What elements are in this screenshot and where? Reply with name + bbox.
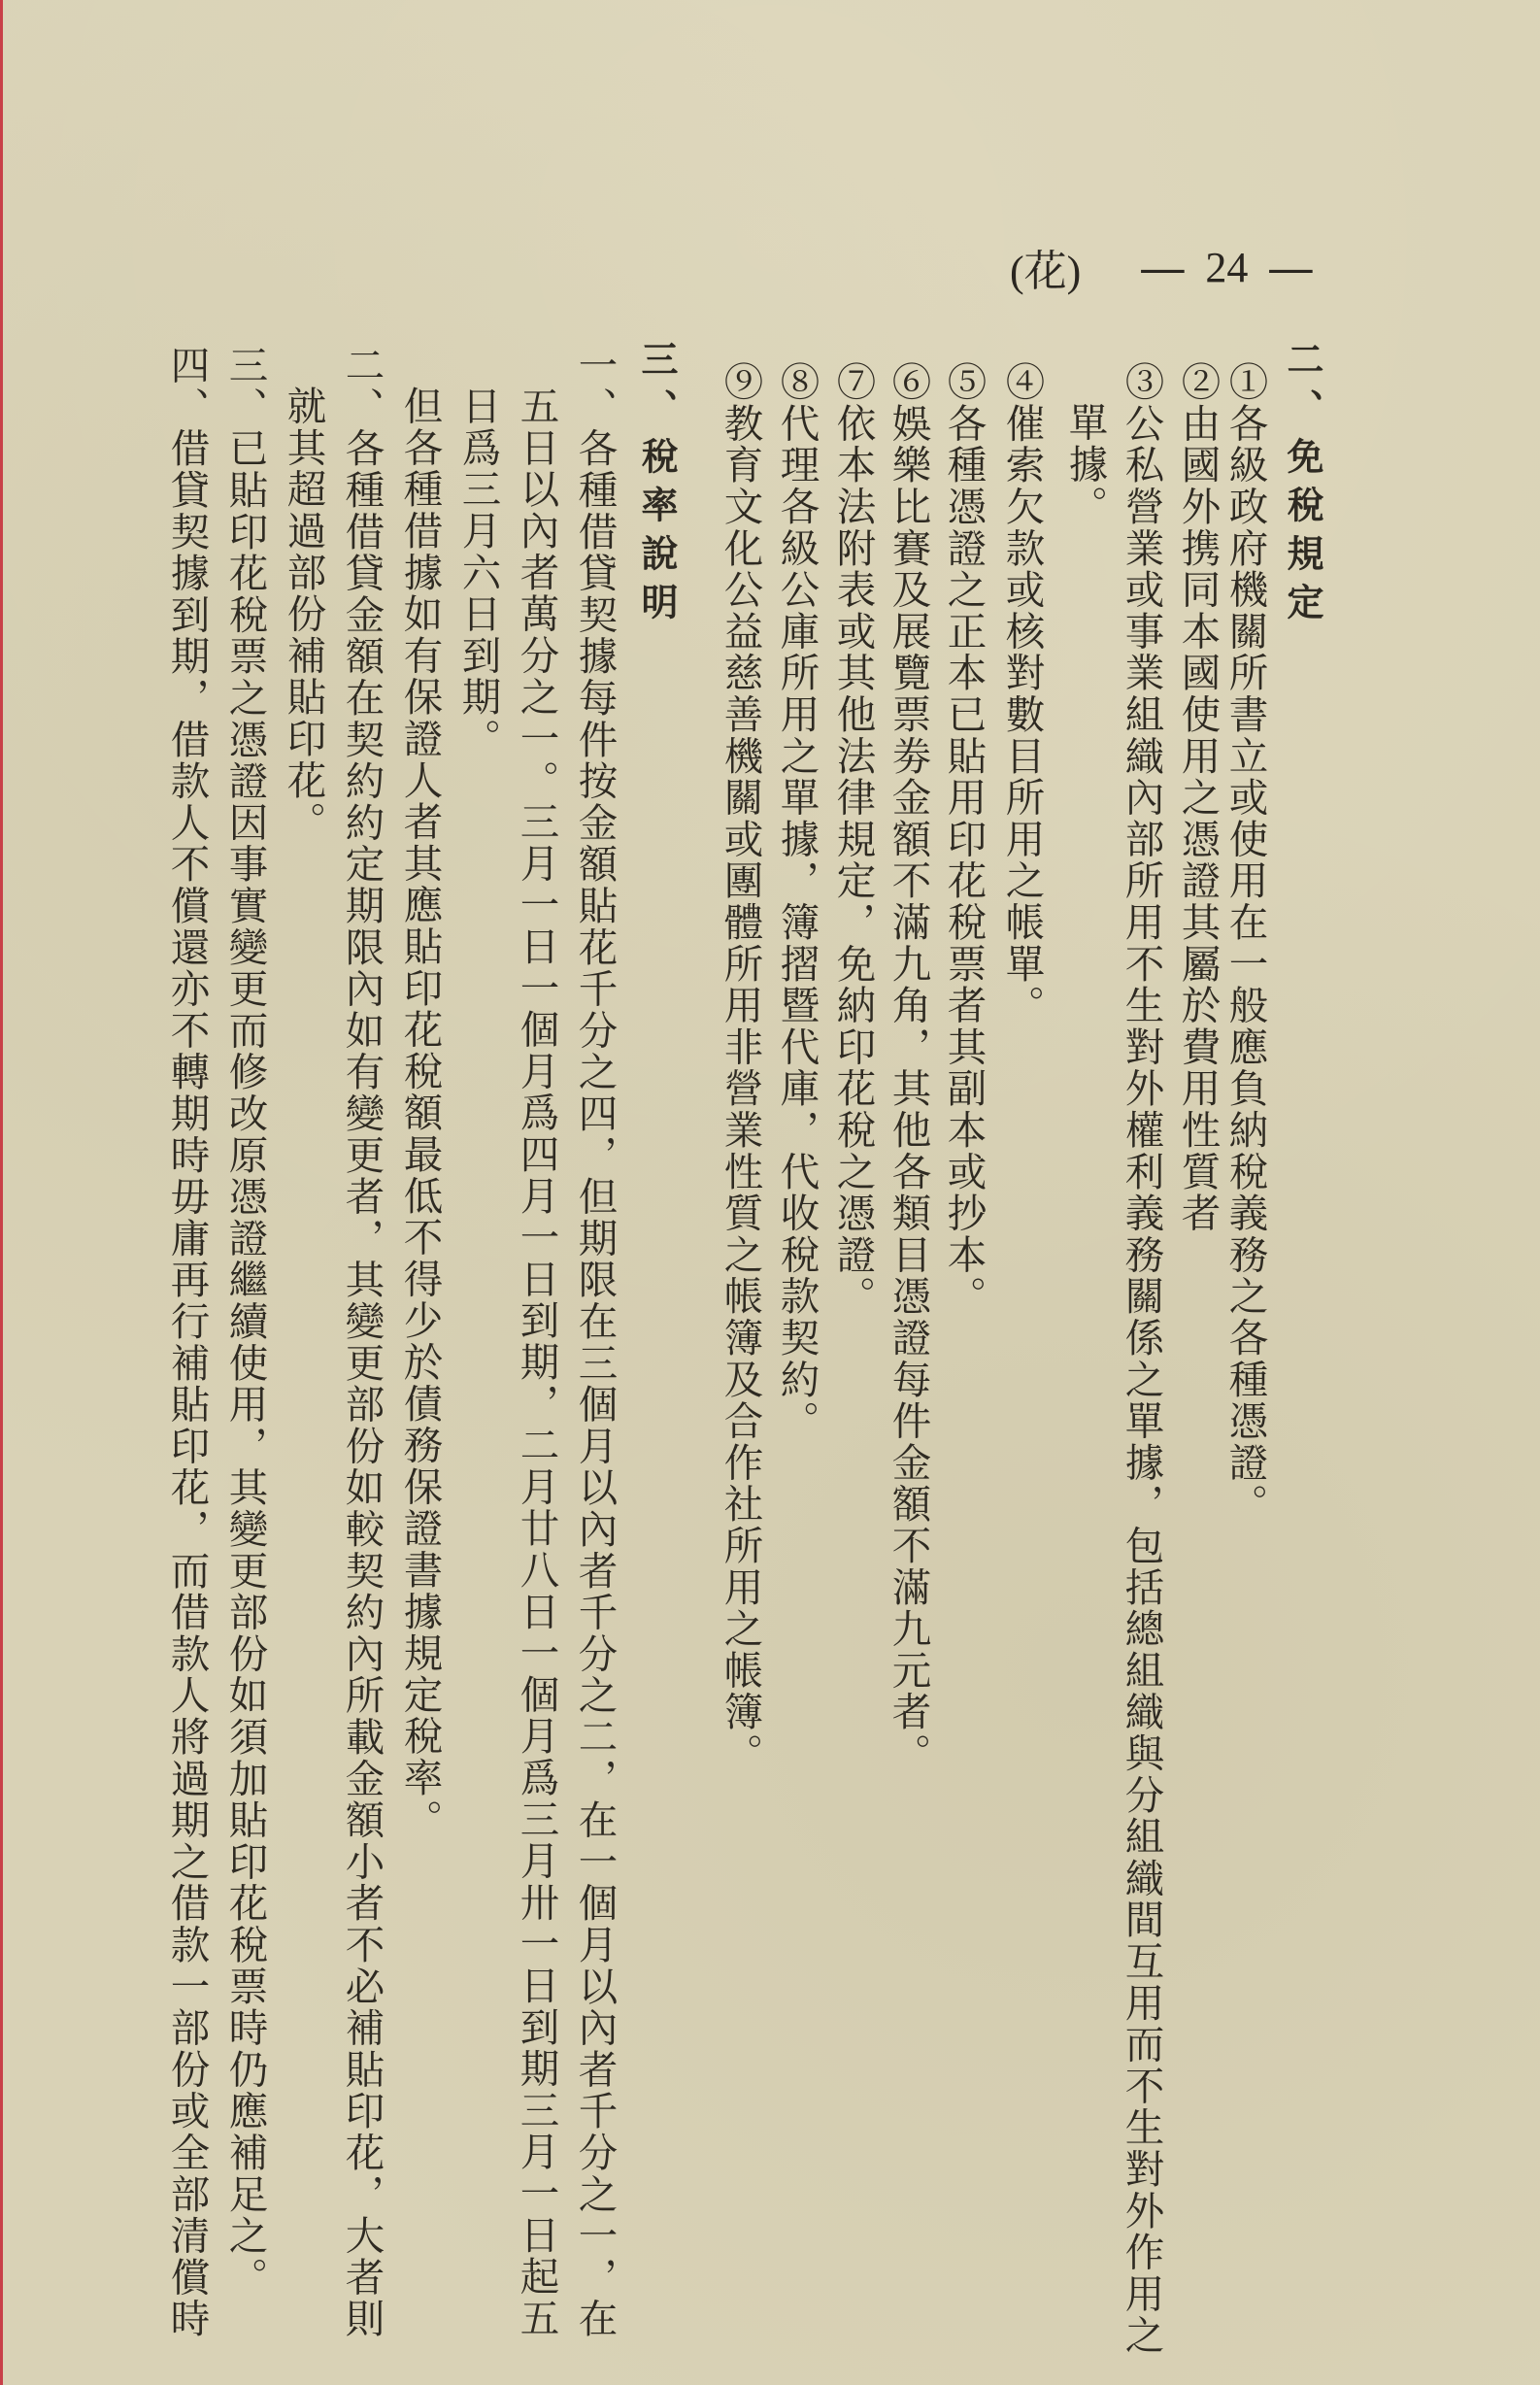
exemption-item-4: ④催索欠款或核對數目所用之帳單。 bbox=[998, 361, 1046, 1026]
page-header bbox=[1010, 233, 1330, 301]
exemption-item-2: ②由國外携同本國使用之憑證其屬於費用性質者 bbox=[1174, 361, 1222, 1234]
tax-rate-item-1-cont-2: 日爲三月六日到期。 bbox=[454, 386, 502, 760]
section-tag: (花) bbox=[1010, 248, 1082, 295]
exemption-item-3-cont: 單據。 bbox=[1061, 402, 1109, 527]
exemption-item-8: ⑧代理各級公庫所用之單據，簿摺暨代庫，代收稅款契約。 bbox=[773, 361, 820, 1442]
tax-rate-item-2-cont: 就其超過部份補貼印花。 bbox=[280, 386, 327, 843]
page-edge bbox=[0, 0, 3, 2385]
section-heading-exemptions: 二、免稅規定 bbox=[1281, 340, 1323, 631]
exemption-item-9: ⑨教育文化公益慈善機關或團體所用非營業性質之帳簿及合作社所用之帳簿。 bbox=[717, 361, 764, 1775]
page-number: 24 bbox=[1205, 243, 1249, 291]
tax-rate-item-1-cont-1: 五日以內者萬分之一。三月一日一個月爲四月一日到期，二月廿八日一個月爲三月卅一日到期三月一日起五 bbox=[513, 386, 560, 2339]
dash-left: — bbox=[1141, 243, 1185, 291]
tax-rate-item-1-note: 但各種借據如有保證人者其應貼印花稅額最低不得少於債務保證書據規定稅率。 bbox=[396, 386, 444, 1840]
exemption-item-1: ①各級政府機關所書立或使用在一般應負納稅義務之各種憑證。 bbox=[1222, 361, 1269, 1526]
tax-rate-item-3: 三、已貼印花稅票之憑證因事實變更而修改原憑證繼續使用，其變更部份如須加貼印花稅票時仍應補足之。 bbox=[221, 345, 269, 2299]
exemption-item-3: ③公私營業或事業組織內部所用不生對外權利義務關係之單據，包括總組織與分組織間互用而不生對外作用之 bbox=[1118, 361, 1165, 2357]
tax-rate-item-1: 一、各種借貸契據每件按金額貼花千分之四，但期限在三個月以內者千分之二，在一個月以內者千分之一，在 bbox=[571, 345, 619, 2340]
exemption-item-7: ⑦依本法附表或其他法律規定，免納印花稅之憑證。 bbox=[829, 361, 877, 1318]
tax-rate-item-2: 二、各種借貸金額在契約約定期限內如有變更者，其變更部份如較契約內所載金額小者不必補貼印花，大者則 bbox=[338, 345, 385, 2340]
section-heading-tax-rates: 三、稅率說明 bbox=[635, 340, 678, 631]
exemption-item-5: ⑤各種憑證之正本已貼用印花稅票者其副本或抄本。 bbox=[940, 361, 988, 1318]
exemption-item-6: ⑥娛樂比賽及展覽票劵金額不滿九角，其他各類目憑證每件金額不滿九元者。 bbox=[885, 361, 932, 1775]
tax-rate-item-4: 四、借貸契據到期，借款人不償還亦不轉期時毋庸再行補貼印花，而借款人將過期之借款一部份或全部清償時 bbox=[163, 345, 211, 2340]
dash-right: — bbox=[1269, 243, 1313, 291]
